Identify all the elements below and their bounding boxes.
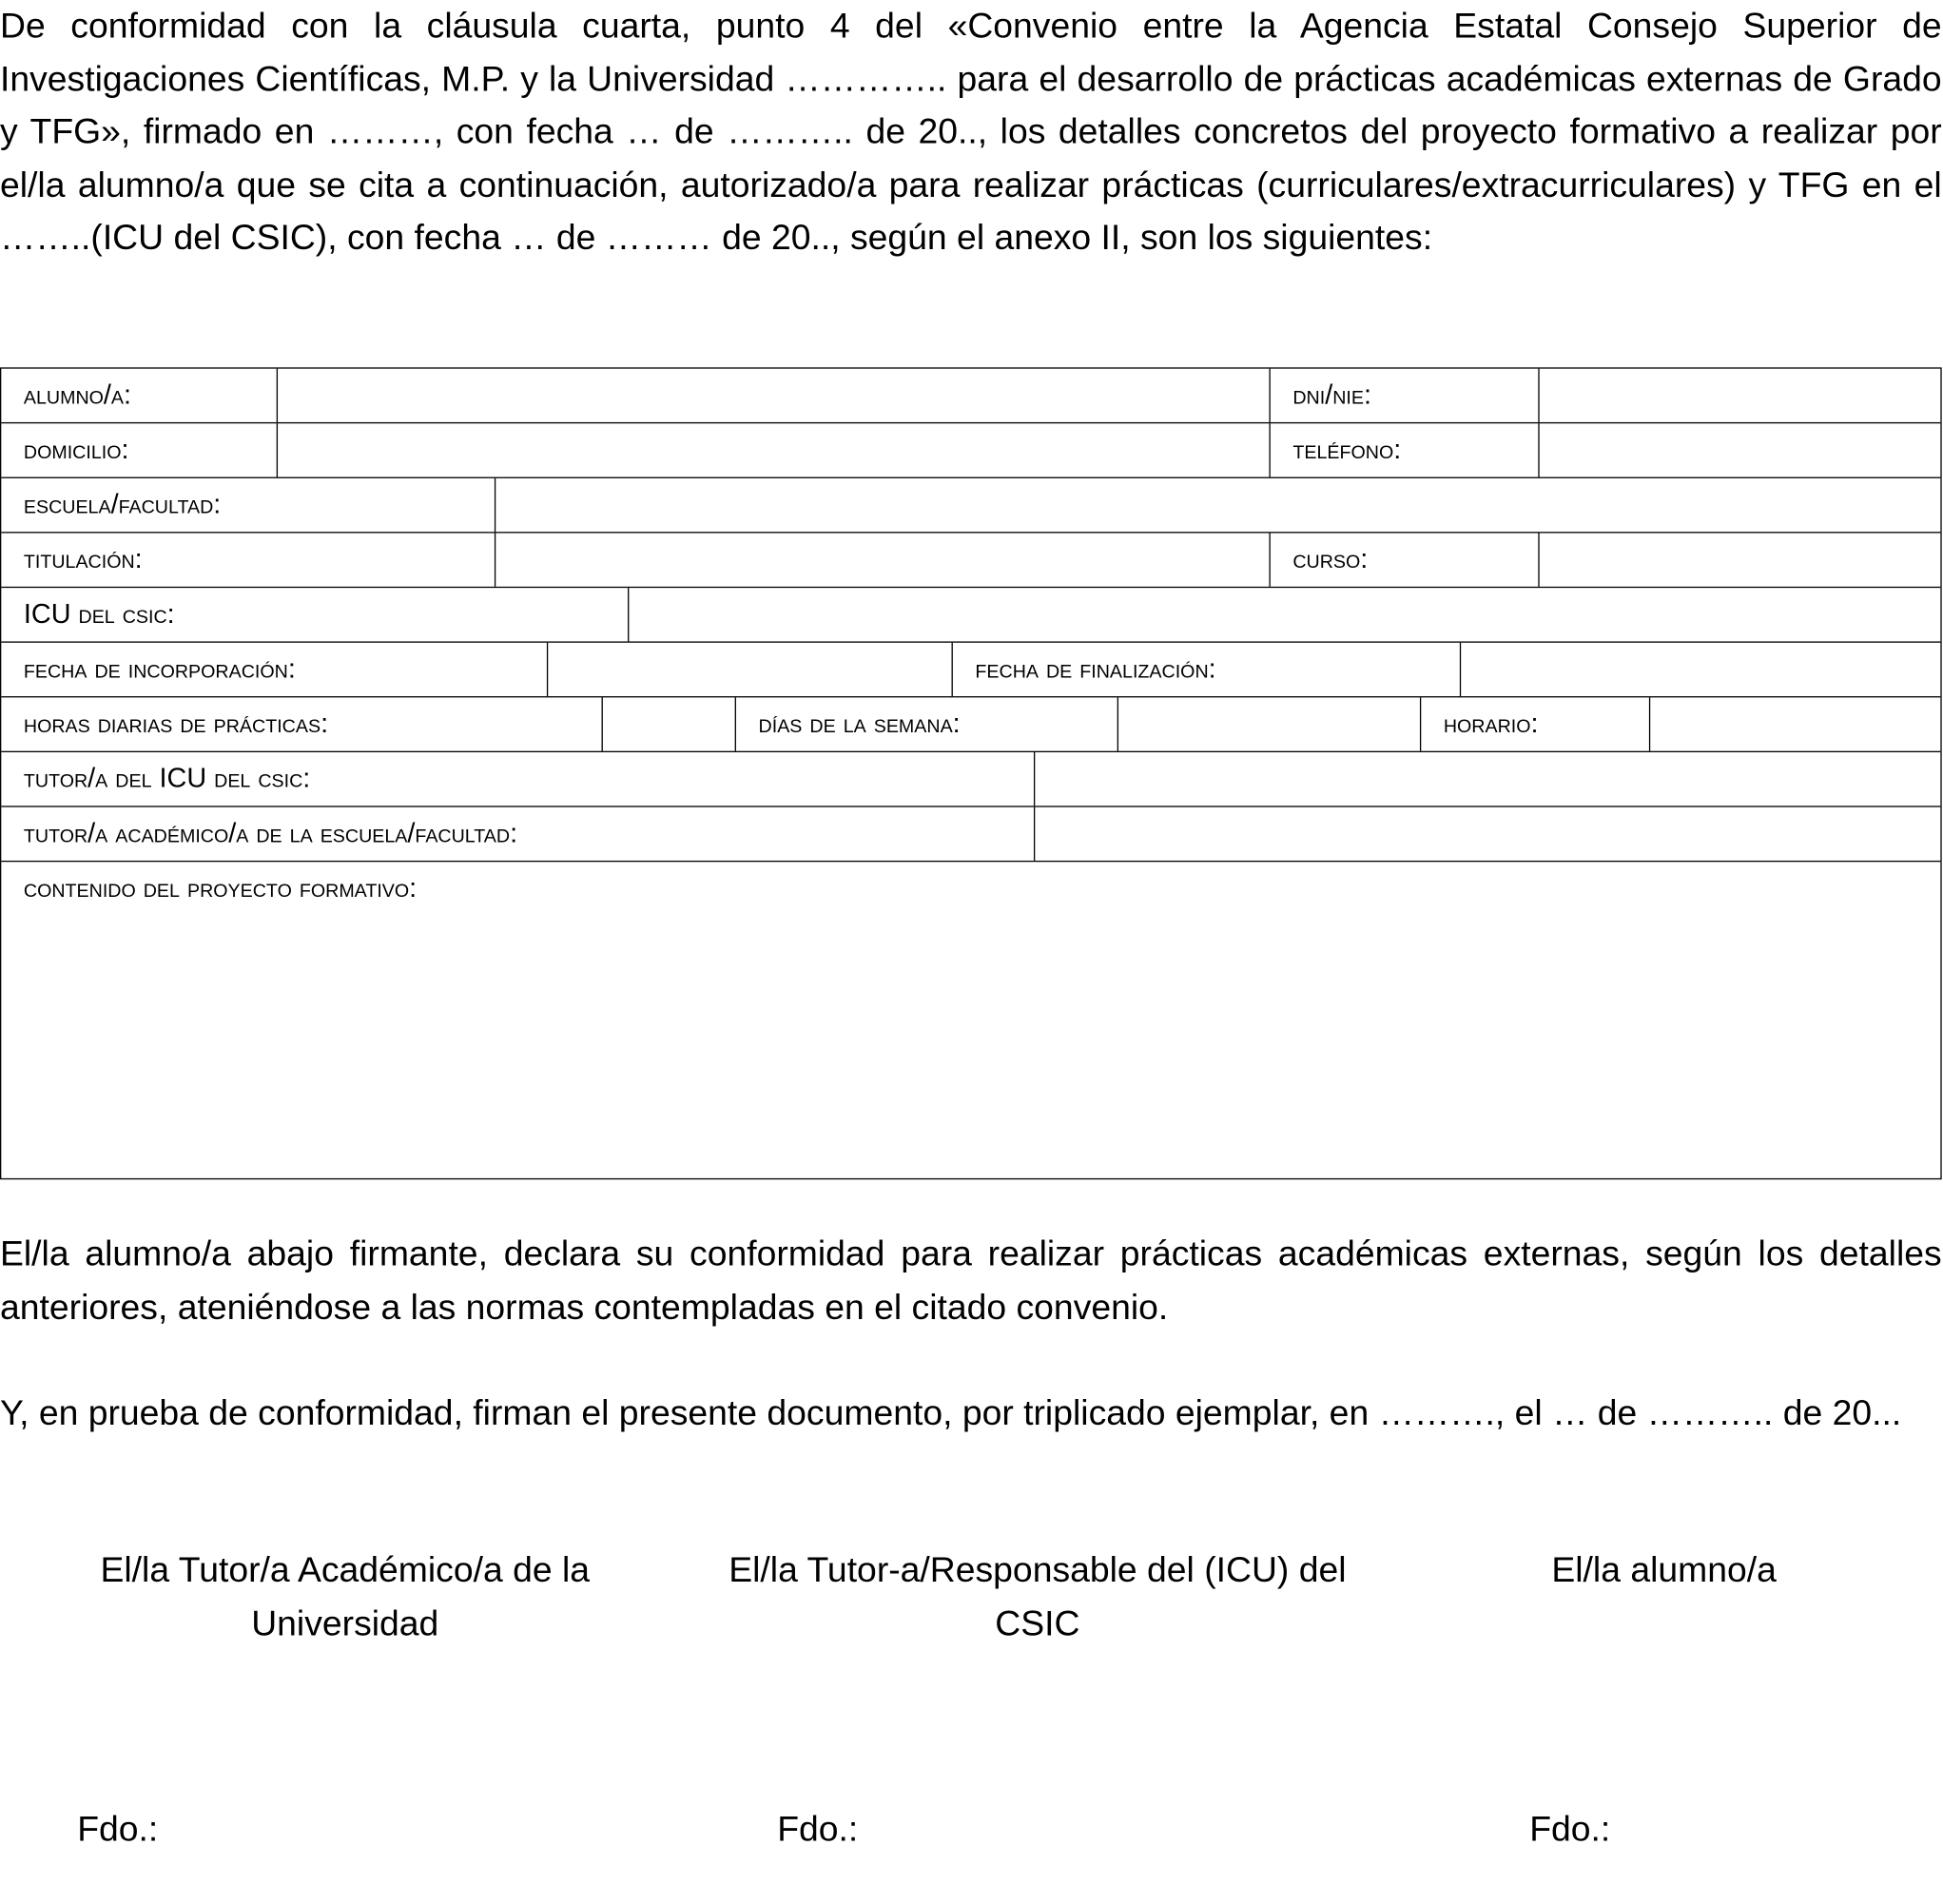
row-alumno <box>1 369 1940 424</box>
signature-title-csic-tutor: El/la Tutor-a/Responsable del (ICU) del CSIC <box>729 1550 1347 1644</box>
row-tutor-icu <box>1 752 1940 807</box>
field-telefono[interactable] <box>1540 423 1941 476</box>
label-fecha-incorporacion: fecha de incorporación: <box>1 643 548 696</box>
closing-paragraph: Y, en prueba de conformidad, firman el presente documento, por triplicado ejemplar, en ………., el … de ……….. de 20... <box>0 1393 1902 1434</box>
label-alumno: alumno/a: <box>1 369 278 422</box>
row-icu <box>1 588 1940 643</box>
label-curso: curso: <box>1271 534 1540 587</box>
label-horario: horario: <box>1421 697 1650 750</box>
row-contenido[interactable] <box>1 862 1940 1178</box>
label-tutor-icu: tutor/a del ICU del csic: <box>1 752 1035 806</box>
label-horas: horas diarias de prácticas: <box>1 697 603 750</box>
label-telefono: teléfono: <box>1271 423 1540 476</box>
field-tutor-icu[interactable] <box>1035 752 1940 806</box>
signature-fdo-academic-tutor: Fdo.: <box>77 1809 159 1850</box>
row-tutor-academico <box>1 807 1940 863</box>
label-dias: días de la semana: <box>736 697 1118 750</box>
field-curso[interactable] <box>1540 534 1941 587</box>
row-domicilio <box>1 423 1940 478</box>
field-domicilio[interactable] <box>278 423 1271 476</box>
field-tutor-academico[interactable] <box>1035 807 1940 861</box>
field-horas[interactable] <box>603 697 736 750</box>
signature-title-student: El/la alumno/a <box>1551 1550 1777 1591</box>
label-escuela: escuela/facultad: <box>1 478 495 532</box>
label-icu: ICU del csic: <box>1 588 629 641</box>
row-fechas <box>1 643 1940 698</box>
field-fecha-incorporacion[interactable] <box>548 643 953 696</box>
field-fecha-finalizacion[interactable] <box>1461 643 1940 696</box>
label-contenido: contenido del proyecto formativo: <box>23 871 418 903</box>
row-horas <box>1 697 1940 752</box>
signature-fdo-student: Fdo.: <box>1529 1809 1611 1850</box>
row-titulacion <box>1 534 1940 589</box>
field-dni[interactable] <box>1540 369 1941 422</box>
row-escuela <box>1 478 1940 534</box>
declaration-paragraph: El/la alumno/a abajo firmante, declara su conformidad para realizar prácticas académicas externas, según los detalles anteriores, ateniéndose a las normas contempladas en el citado convenio. <box>0 1234 1942 1328</box>
label-fecha-finalizacion: fecha de finalización: <box>953 643 1461 696</box>
signature-fdo-csic-tutor: Fdo.: <box>777 1809 859 1850</box>
field-titulacion[interactable] <box>495 534 1271 587</box>
field-horario[interactable] <box>1650 697 1940 750</box>
field-dias[interactable] <box>1118 697 1421 750</box>
signature-title-academic-tutor: El/la Tutor/a Académico/a de la Universidad <box>100 1550 591 1644</box>
label-tutor-academico: tutor/a académico/a de la escuela/facultad: <box>1 807 1035 861</box>
label-dni: dni/nie: <box>1271 369 1540 422</box>
field-icu[interactable] <box>629 588 1940 641</box>
project-form-table <box>0 367 1942 1179</box>
field-alumno[interactable] <box>278 369 1271 422</box>
label-titulacion: titulación: <box>1 534 495 587</box>
label-domicilio: domicilio: <box>1 423 278 476</box>
field-escuela[interactable] <box>495 478 1940 532</box>
intro-paragraph: De conformidad con la cláusula cuarta, punto 4 del «Convenio entre la Agencia Estatal Consejo Superior de Investigaciones Científicas, M.P. y la Universidad ………….. para el desarrollo de prácticas académicas externas de Grado y TFG», firmado en ………, con fecha … de ……….. de 20.., los detalles concretos del proyecto formativo a realizar por el/la alumno/a que se cita a continuación, autorizado/a para realizar prácticas (curriculares/extracurriculares) y TFG en el ……..(ICU del CSIC), con fecha … de ……… de 20.., según el anexo II, son los siguientes: <box>0 6 1942 259</box>
